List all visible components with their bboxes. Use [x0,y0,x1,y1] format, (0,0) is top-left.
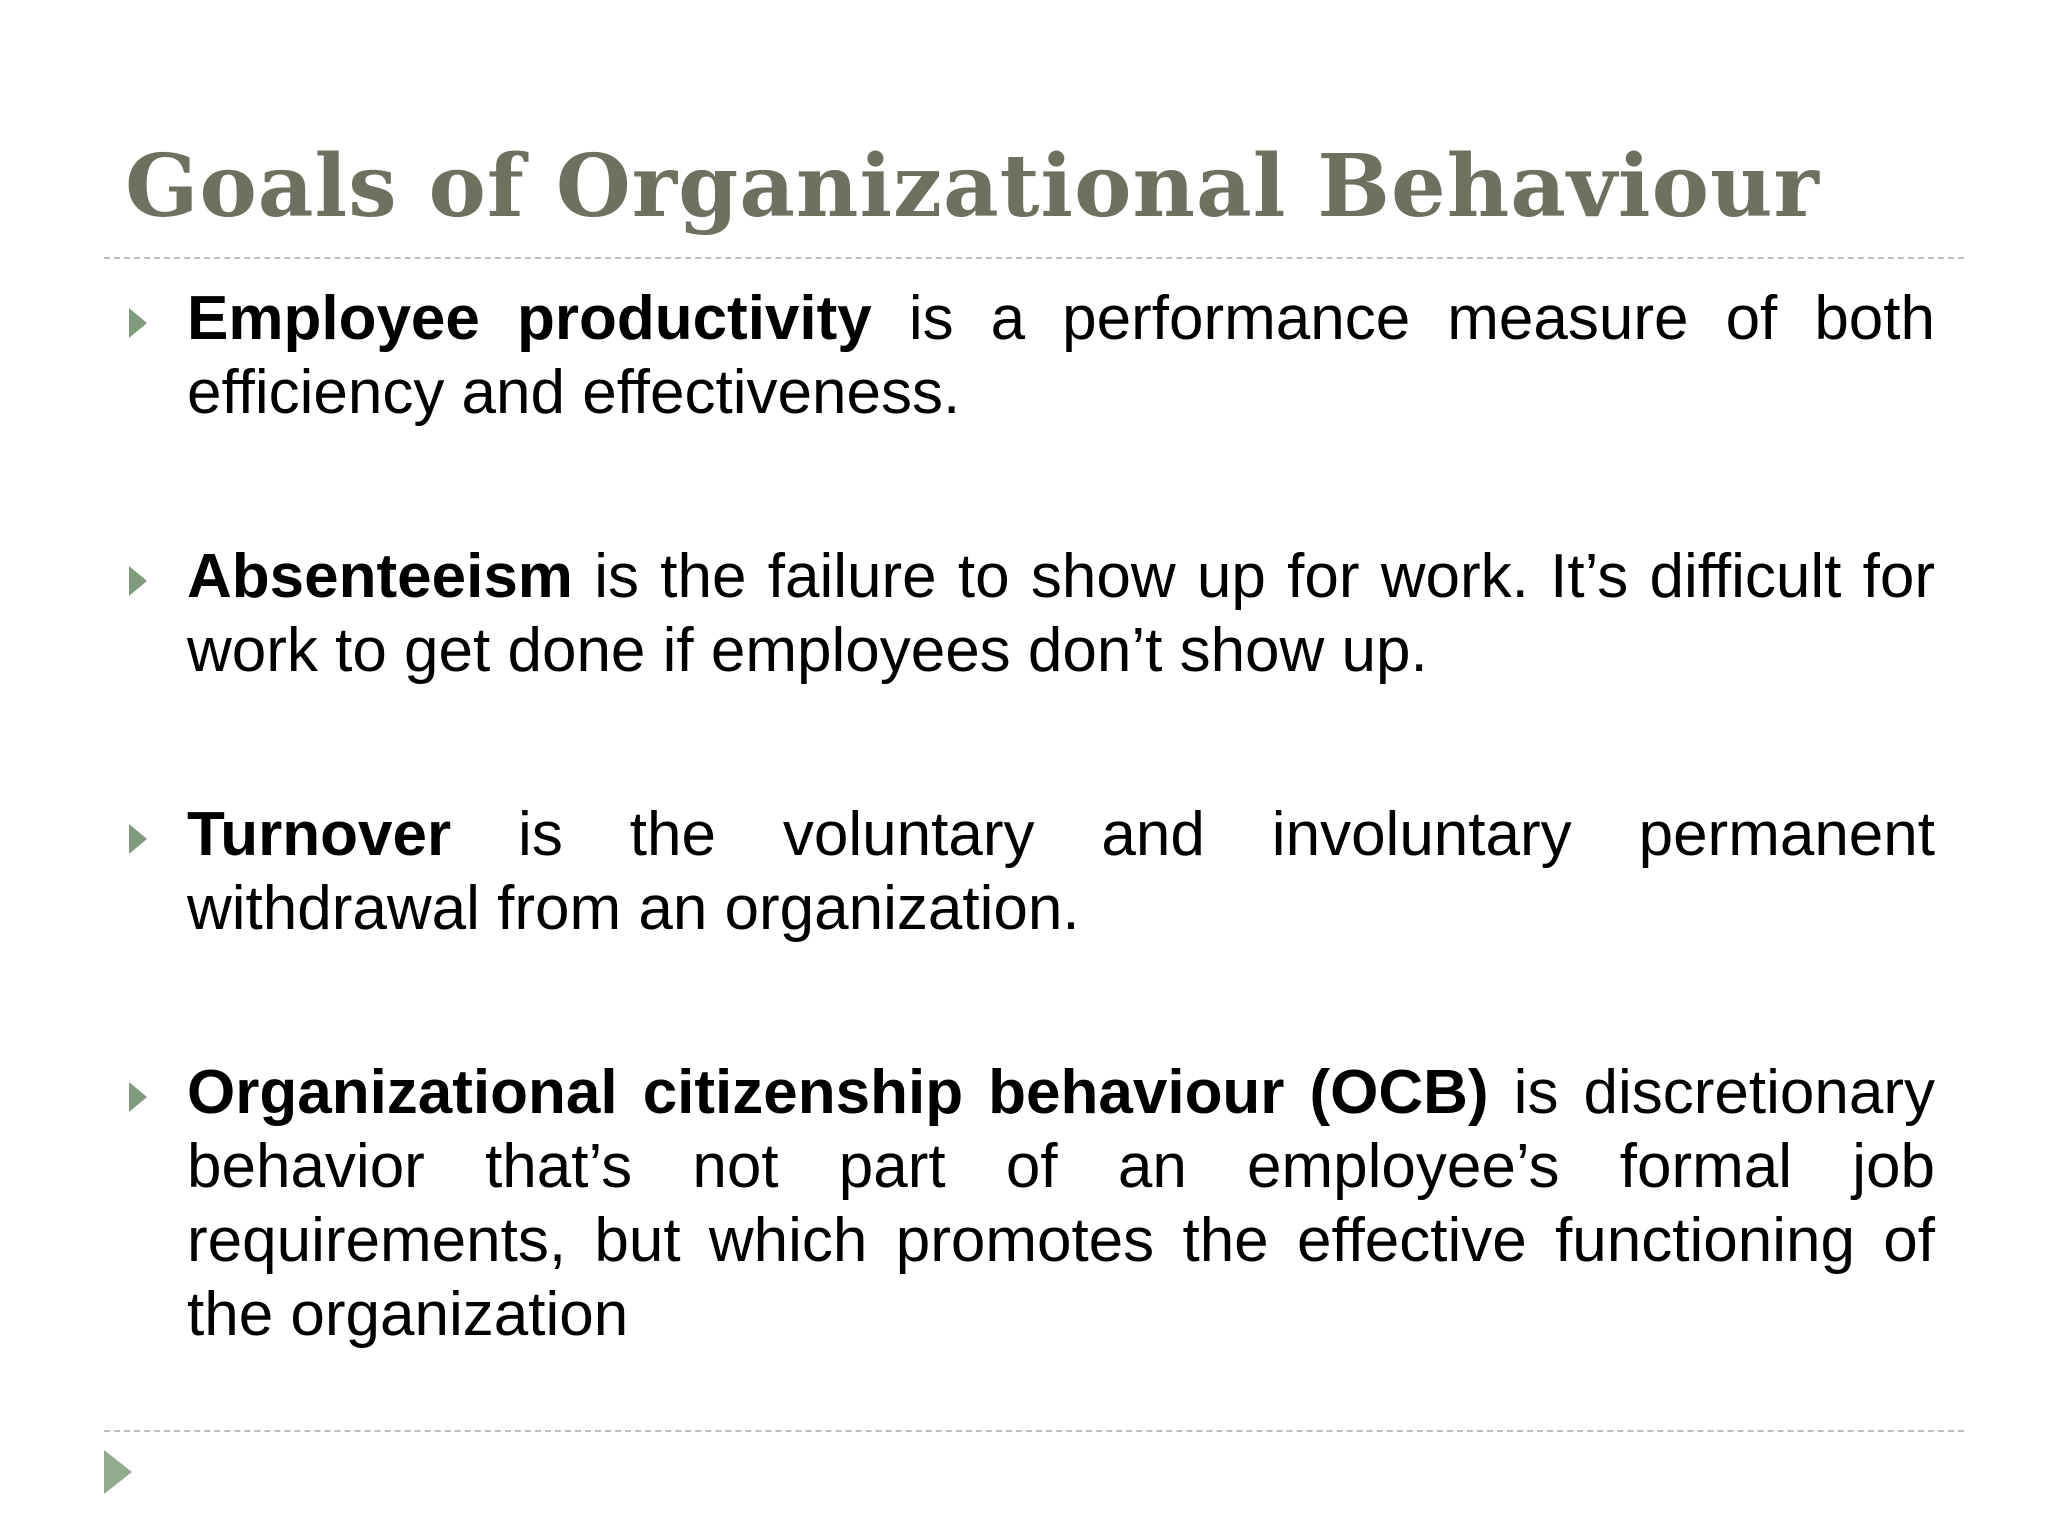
bullet-text: is a performance measure of both efficiency and effectiveness. [187,284,1935,427]
bullet-item [125,540,1935,688]
slide-title: Goals of Organizational Behaviour [125,136,1820,237]
footer-triangle-icon [104,1450,132,1494]
bullet-term: Organizational citizenship behaviour (OCB) [187,1058,1489,1127]
bullet-item [125,1056,1935,1352]
bullet-text: is the voluntary and involuntary permanent withdrawal from an organization. [187,800,1935,943]
bullet-item [125,282,1935,430]
bullet-item [125,798,1935,946]
bullet-term: Absenteeism [187,542,573,611]
bullet-text: is discretionary behavior that’s not part of an employee’s formal job requirements, but which promotes the effective functioning of the organization [187,1058,1936,1349]
bullet-term: Employee productivity [187,284,872,353]
bullet-term: Turnover [187,800,452,869]
footer-divider [104,1430,1964,1432]
bullet-triangle-icon [129,1082,147,1112]
title-divider [104,257,1964,259]
bullet-text: is the failure to show up for work. It’s difficult for work to get done if employees don’t show up. [187,542,1935,685]
bullet-triangle-icon [129,824,147,854]
bullet-triangle-icon [129,566,147,596]
bullet-triangle-icon [129,308,147,338]
bullet-list [125,282,1935,1352]
